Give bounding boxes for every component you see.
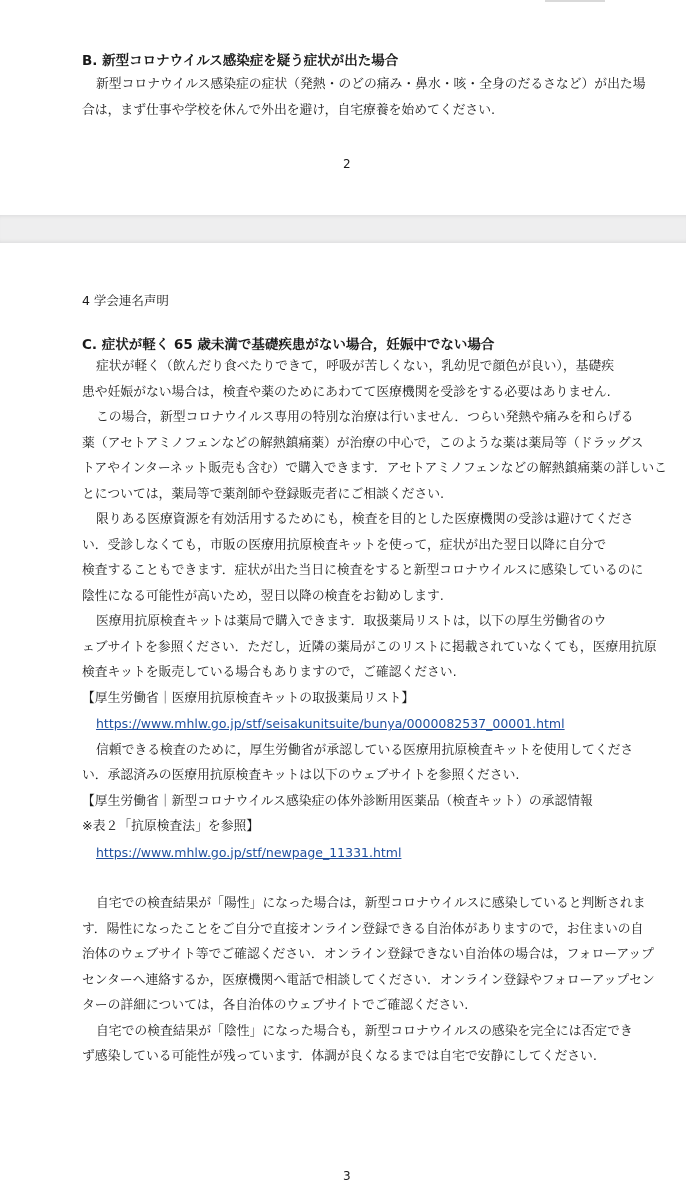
text-line: センターへ連絡するか，医療機関へ電話で相談してください．オンライン登録やフォローアップセン: [82, 972, 655, 988]
blank-line: [82, 866, 667, 891]
text-line: 医療用抗原検査キットは薬局で購入できます．取扱薬局リストは，以下の厚生労働省のウ: [96, 614, 607, 629]
text-line: 信頼できる検査のために，厚生労働省が承認している医療用抗原検査キットを使用してくださ: [96, 742, 634, 758]
text-line: 合は，まず仕事や学校を休んで外出を避け，自宅療養を始めてください.: [82, 102, 496, 118]
document-page-3: [0, 243, 686, 1200]
text-line: 治体のウェブサイト等でご確認ください．オンライン登録できない自治体の場合は，フォローアップ: [82, 947, 654, 962]
reference-2-note: ※表２「抗原検査法」を参照】: [82, 819, 260, 834]
section-b-heading: B. 新型コロナウイルス感染症を疑う症状が出た場合: [82, 53, 399, 69]
text-line: 検査キットを販売している場合もありますので，ご確認ください.: [82, 665, 457, 680]
text-line: す．陽性になったことをご自分で直接オンライン登録できる自治体がありますので，お住まいの自: [82, 921, 644, 937]
reference-2-title: 【厚生労働省｜新型コロナウイルス感染症の体外診断用医薬品（検査キット）の承認情報: [82, 793, 593, 809]
text-line: 自宅での検査結果が「陰性」になった場合も，新型コロナウイルスの感染を完全には否定でき: [96, 1023, 633, 1039]
text-line: トアやインターネット販売も含む）で購入できます．アセトアミノフェンなどの解熱鎮痛薬の詳しいこ: [82, 461, 667, 476]
page-number: 2: [343, 157, 351, 171]
text-line: 自宅での検査結果が「陽性」になった場合は，新型コロナウイルスに感染していると判断されま: [96, 896, 646, 911]
section-c-body: [82, 354, 667, 1070]
page-header-label: 4 学会連名声明: [82, 293, 169, 308]
text-line: 患や妊娠がない場合は，検査や薬のためにあわてて医療機関を受診をする必要はありません.: [82, 384, 611, 400]
reference-2-link-line: [82, 840, 667, 867]
text-line: い．承認済みの医療用抗原検査キットは以下のウェブサイトを参照ください.: [82, 768, 520, 783]
text-line: 陰性になる可能性が高いため，翌日以降の検査をお勧めします.: [82, 588, 444, 604]
text-line: 症状が軽く（飲んだり食べたりできて，呼吸が苦しくない，乳幼児で顔色が良い），基礎疾: [96, 359, 615, 374]
document-page-2: [0, 0, 686, 215]
reference-1-title: 【厚生労働省｜医療用抗原検査キットの取扱薬局リスト】: [82, 690, 415, 706]
text-line: 検査することもできます．症状が出た当日に検査をすると新型コロナウイルスに感染しているのに: [82, 563, 644, 578]
text-line: とについては，薬局等で薬剤師や登録販売者にご相談ください.: [82, 486, 445, 502]
text-line: ターの詳細については，各自治体のウェブサイトでご確認ください.: [82, 998, 469, 1013]
text-line: 限りある医療資源を有効活用するためにも，検査を目的とした医療機関の受診は避けてくださ: [96, 512, 634, 527]
text-line: 薬（アセトアミノフェンなどの解熱鎮痛薬）が治療の中心で，このような薬は薬局等（ドラッグス: [82, 435, 644, 451]
section-b-paragraph: [82, 72, 646, 123]
text-line: い．受診しなくても，市販の医療用抗原検査キットを使って，症状が出た翌日以降に自分で: [82, 537, 607, 553]
reference-1-link-line: [82, 711, 667, 738]
text-line: 新型コロナウイルス感染症の症状（発熱・のどの痛み・鼻水・咳・全身のだるさなど）が出た場: [96, 77, 646, 92]
reference-2-link[interactable]: https://www.mhlw.go.jp/stf/newpage_11331.html: [96, 844, 402, 860]
page-number: 3: [343, 1169, 351, 1183]
text-line: ェブサイトを参照ください．ただし，近隣の薬局がこのリストに掲載されていなくても，医療用抗原: [82, 639, 657, 655]
section-c-heading: C. 症状が軽く 65 歳未満で基礎疾患がない場合，妊娠中でない場合: [82, 337, 495, 353]
text-line: ず感染している可能性が残っています．体調が良くなるまでは自宅で安静にしてください.: [82, 1049, 597, 1064]
page-gap: [0, 215, 686, 243]
reference-1-link[interactable]: https://www.mhlw.go.jp/stf/seisakunitsuite/bunya/0000082537_00001.html: [96, 716, 565, 731]
text-line: この場合，新型コロナウイルス専用の特別な治療は行いません．つらい発熱や痛みを和らげる: [96, 410, 634, 425]
page-top-edge: [545, 0, 605, 2]
